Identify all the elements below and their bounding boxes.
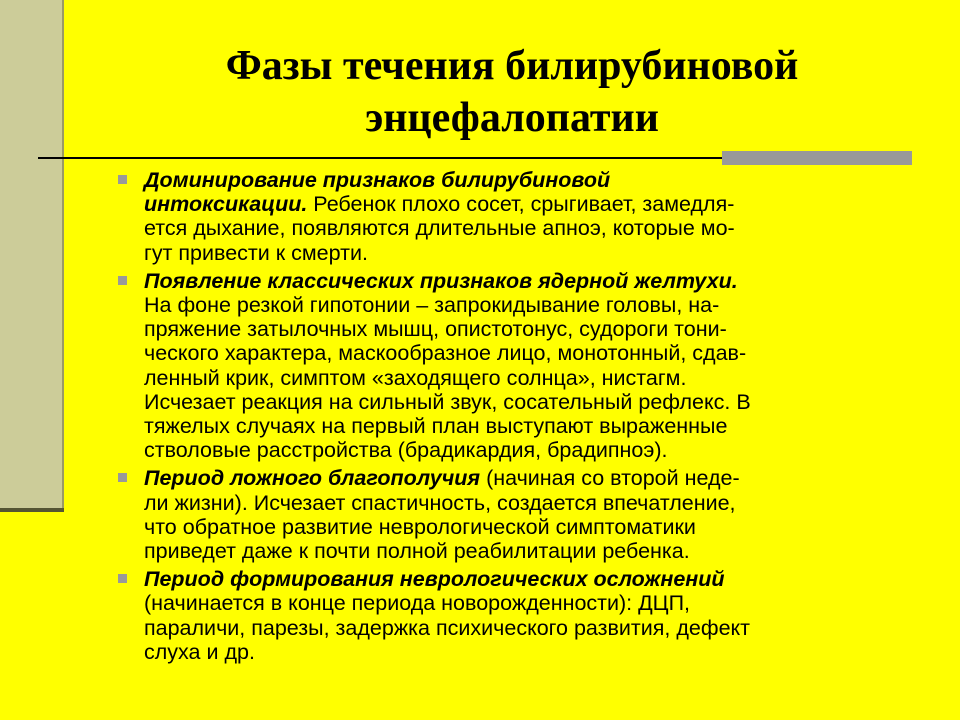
list-item-text: ется дыхание, появляются длительные апноэ, которые мо- xyxy=(144,216,735,241)
list-item-line xyxy=(144,390,930,414)
list-item xyxy=(130,466,930,563)
list-item-text: гут привести к смерти. xyxy=(144,240,368,265)
list-item-text: параличи, парезы, задержка психического развития, дефект xyxy=(144,615,751,640)
list-item xyxy=(130,567,930,664)
list-item-heading: Появление классических признаков ядерной желтухи. xyxy=(144,268,738,293)
list-item-text: ческого характера, маскообразное лицо, монотонный, сдав- xyxy=(144,341,747,366)
list-item-line xyxy=(144,466,930,490)
list-item-text: Исчезает реакция на сильный звук, сосательный рефлекс. В xyxy=(144,389,751,414)
list-item-text: На фоне резкой гипотонии – запрокидывание головы, на- xyxy=(144,293,720,318)
sidebar-bottom-line xyxy=(0,508,64,512)
list-item-line xyxy=(144,341,930,365)
list-item-text: пряжение затылочных мышц, опистотонус, судороги тони- xyxy=(144,317,727,342)
list-item-heading: Доминирование признаков билирубиновой xyxy=(144,168,611,192)
list-item xyxy=(130,168,930,265)
list-item-line xyxy=(144,317,930,341)
slide-title-line-1: Фазы течения билирубиновой xyxy=(225,43,799,89)
list-item-line xyxy=(144,366,930,390)
list-item-line xyxy=(144,567,930,591)
list-item-line xyxy=(144,414,930,438)
list-item xyxy=(130,269,930,463)
list-item-line xyxy=(144,216,930,240)
sidebar-decoration xyxy=(0,0,62,512)
list-item-line xyxy=(144,192,930,216)
list-item-text: ли жизни). Исчезает спастичность, создается впечатление, xyxy=(144,490,736,515)
square-bullet-icon xyxy=(118,574,127,583)
list-item-text: (начиная со второй неде- xyxy=(480,466,740,491)
list-item-line xyxy=(144,168,930,192)
list-item-text: тяжелых случаях на первый план выступают выраженные xyxy=(144,414,728,439)
square-bullet-icon xyxy=(118,473,127,482)
list-item-heading: Период ложного благополучия xyxy=(144,466,481,491)
list-item-line xyxy=(144,539,930,563)
list-item-text: (начинается в конце периода новорожденности): ДЦП, xyxy=(144,591,691,616)
list-item-line xyxy=(144,269,930,293)
bullet-list xyxy=(130,168,930,668)
list-item-text: что обратное развитие неврологической симптоматики xyxy=(144,514,696,539)
square-bullet-icon xyxy=(118,276,127,285)
list-item-line xyxy=(144,640,930,664)
list-item-text: стволовые расстройства (брадикардия, брадипноэ). xyxy=(144,438,668,463)
list-item-text: Ребенок плохо сосет, срыгивает, замедля- xyxy=(307,192,735,217)
list-item-line xyxy=(144,616,930,640)
list-item-line xyxy=(144,241,930,265)
slide-title xyxy=(64,40,960,144)
list-item-heading: интоксикации. xyxy=(144,192,308,217)
list-item-text: ленный крик, симптом «заходящего солнца», нистагм. xyxy=(144,365,687,390)
list-item-line xyxy=(144,293,930,317)
list-item-text: слуха и др. xyxy=(144,639,255,664)
list-item-heading: Период формирования неврологических осложнений xyxy=(144,567,725,592)
title-divider-accent xyxy=(722,151,912,165)
slide-title-line-2: энцефалопатии xyxy=(365,95,659,141)
list-item-line xyxy=(144,515,930,539)
square-bullet-icon xyxy=(118,175,127,184)
list-item-text: приведет даже к почти полной реабилитации ребенка. xyxy=(144,539,690,564)
list-item-line xyxy=(144,591,930,615)
list-item-line xyxy=(144,491,930,515)
list-item-line xyxy=(144,438,930,462)
